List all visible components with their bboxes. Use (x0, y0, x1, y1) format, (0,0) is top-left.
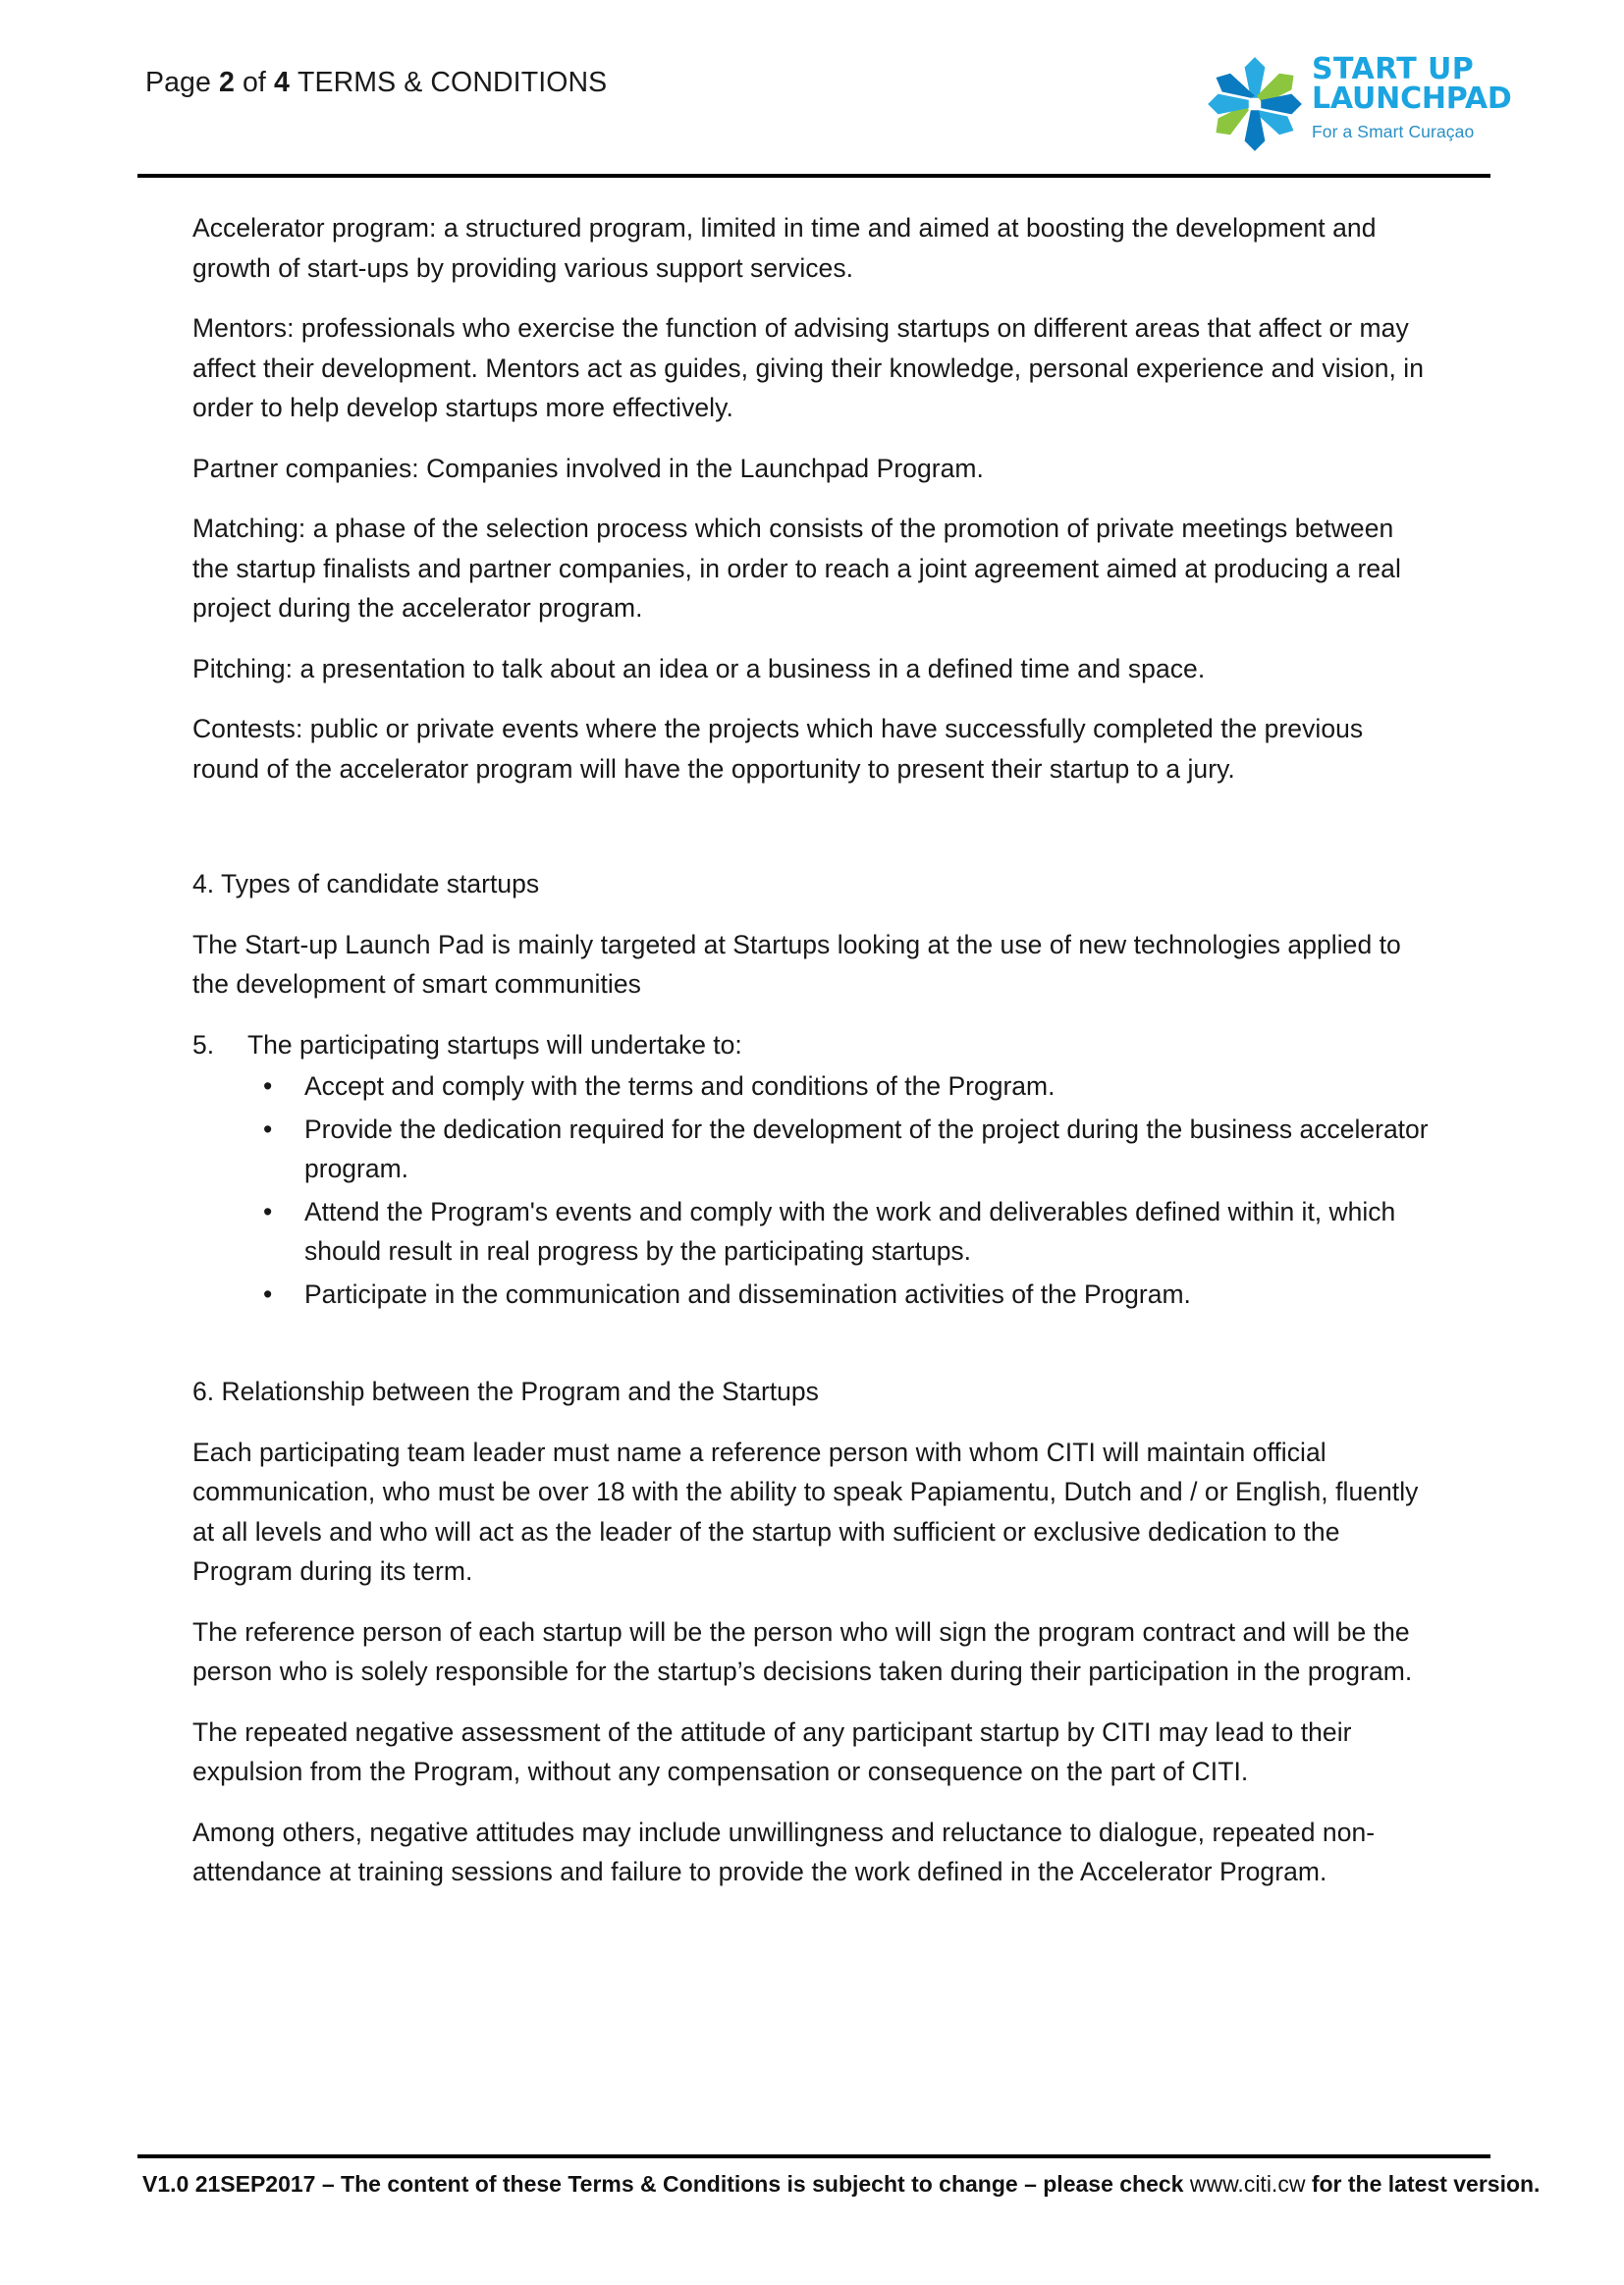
logo-wordmark (1312, 52, 1512, 141)
paragraph-pitching: Pitching: a presentation to talk about an idea or a business in a defined time and space. (192, 653, 1206, 683)
header-document-title: TERMS & CONDITIONS (297, 67, 608, 98)
paragraph-section6-negative-attitudes: Among others, negative attitudes may include unwillingness and reluctance to dialogue, repeated non-attendance at training sessions and failure to provide the work defined in the Accelerator Program. (192, 1817, 1376, 1886)
paragraph-accelerator-program: Accelerator program: a structured program, limited in time and aimed at boosting the development and growth of start-ups by providing various support services. (192, 213, 1377, 283)
bullet-icon: • (263, 1279, 273, 1309)
bullet-icon: • (263, 1196, 273, 1226)
section-heading-6: 6. Relationship between the Program and the Startups (192, 1377, 819, 1406)
paragraph-contests: Contests: public or private events where the projects which have successfully completed the previous round of the accelerator program will have the opportunity to present their startup to a jury. (192, 714, 1364, 784)
numbered-item-5-text: The participating startups will undertake to: (247, 1029, 742, 1060)
page-header (137, 45, 1512, 163)
section-heading-4: 4. Types of candidate startups (192, 869, 540, 898)
header-page-label (145, 67, 607, 99)
footer-divider (137, 2154, 1490, 2158)
pinwheel-starburst-icon (1204, 53, 1306, 155)
header-page-total: 4 (273, 67, 290, 98)
paragraph-mentors: Mentors: professionals who exercise the function of advising startups on different areas that affect or may affect their development. Mentors act as guides, giving their knowledge, personal experience and vision, in order to help develop startups more effectively. (192, 313, 1425, 422)
numbered-item-5 (192, 1025, 1430, 1065)
footer-trailing-note: for the latest version. (1311, 2171, 1541, 2197)
paragraph-partner-companies: Partner companies: Companies involved in the Launchpad Program. (192, 453, 984, 483)
list-item-label: Participate in the communication and dissemination activities of the Program. (304, 1279, 1191, 1309)
logo-tagline: For a Smart Curaçao (1312, 122, 1475, 141)
paragraph-section6-reference-person: Each participating team leader must name a reference person with whom CITI will maintain official communication, who must be over 18 with the ability to speak Papiamentu, Dutch and / or English, fluently at all levels and who will act as the leader of the startup with sufficient or exclusive dedication to the Program during its term. (192, 1437, 1419, 1586)
footer-website-link[interactable]: www.citi.cw (1189, 2171, 1306, 2197)
footer-version-notice: V1.0 21SEP2017 – The content of these Terms & Conditions is subjecht to change – please check (142, 2171, 1184, 2197)
header-page-of: of (242, 67, 266, 98)
header-page-prefix: Page (145, 67, 211, 98)
list-item (192, 1110, 1430, 1189)
list-item (192, 1192, 1430, 1272)
numbered-item-5-number: 5. (192, 1029, 215, 1060)
startup-launchpad-logo (1196, 45, 1512, 161)
list-item (192, 1066, 1430, 1107)
paragraph-matching: Matching: a phase of the selection process which consists of the promotion of private meetings between the startup finalists and partner companies, in order to reach a joint agreement aimed at producing a real project during the accelerator program. (192, 514, 1401, 623)
bullet-icon: • (263, 1114, 273, 1144)
list-item-label: Provide the dedication required for the development of the project during the business accelerator program. (304, 1114, 1429, 1183)
section-spacer (192, 1317, 1430, 1372)
list-item (192, 1275, 1430, 1315)
header-page-number: 2 (219, 67, 235, 98)
undertaking-bullet-list (192, 1066, 1430, 1314)
paragraph-section6-contract-signer: The reference person of each startup will be the person who will sign the program contract and will be the person who is solely responsible for the startup’s decisions taken during their participation in the program. (192, 1616, 1413, 1686)
page-footer (142, 2168, 1541, 2200)
paragraph-section6-expulsion: The repeated negative assessment of the attitude of any participant startup by CITI may lead to their expulsion from the Program, without any compensation or consequence on the part of CITI. (192, 1716, 1352, 1786)
list-item-label: Accept and comply with the terms and conditions of the Program. (304, 1071, 1056, 1101)
section-spacer (192, 809, 1430, 864)
logo-word-launchpad: LAUNCHPAD (1312, 82, 1512, 116)
document-body (192, 208, 1430, 1913)
paragraph-section4-intro: The Start-up Launch Pad is mainly targeted at Startups looking at the use of new technologies applied to the development of smart communities (192, 929, 1401, 999)
bullet-icon: • (263, 1071, 273, 1101)
header-divider (137, 174, 1490, 178)
list-item-label: Attend the Program's events and comply with the work and deliverables defined within it, which should result in real progress by the participating startups. (304, 1196, 1396, 1266)
logo-word-startup: START UP (1312, 52, 1475, 86)
